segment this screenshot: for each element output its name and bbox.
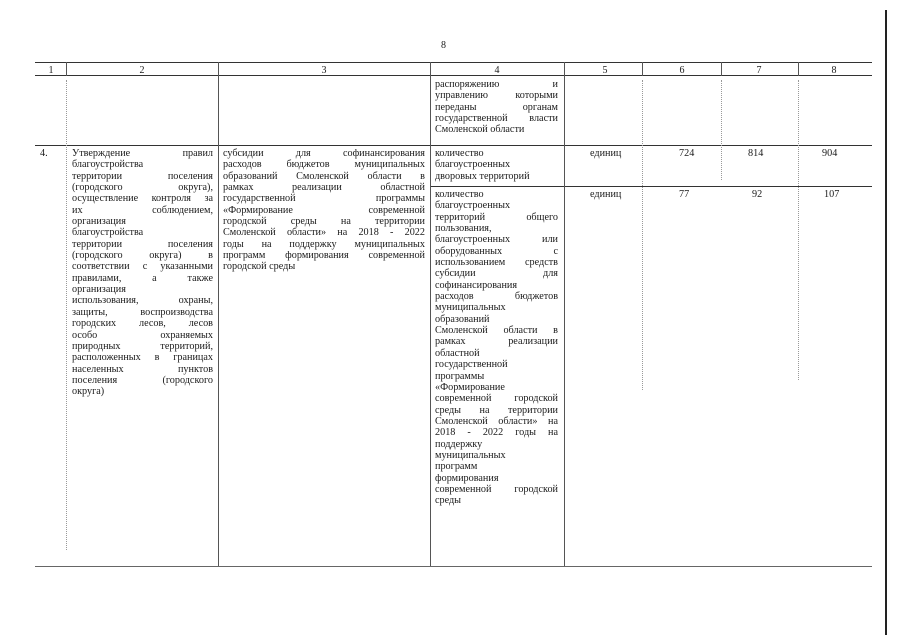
page-number: 8 xyxy=(441,40,446,51)
col-sep xyxy=(564,62,565,566)
header-col-8: 8 xyxy=(831,65,837,76)
header-col-5: 5 xyxy=(602,65,608,76)
col-sep xyxy=(430,62,431,566)
header-col-6: 6 xyxy=(679,65,685,76)
col-sep xyxy=(642,62,643,76)
header-col-7: 7 xyxy=(756,65,762,76)
col-sep xyxy=(798,62,799,76)
value-2020: 904 xyxy=(822,148,838,159)
unit-label: единиц xyxy=(590,189,622,200)
value-2018: 77 xyxy=(679,189,690,200)
header-col-3: 3 xyxy=(321,65,327,76)
row-number: 4. xyxy=(40,148,48,159)
faint-line xyxy=(798,80,799,380)
faint-line xyxy=(66,80,67,550)
col-sep xyxy=(218,62,219,566)
col-sep xyxy=(66,62,67,76)
header-col-4: 4 xyxy=(494,65,500,76)
indicator-divider xyxy=(430,186,872,187)
funding-source: субсидии для софинансирования расходов бюджетов муниципальных образований Смоленской области в рамках реализации областной государственной программы «Формирование современной городской среды на территории Смоленской области» на 2018 - 2022 годы на поддержку муниципальных программ формирования современной городской среды xyxy=(223,148,425,273)
row-divider xyxy=(35,145,872,146)
header-col-2: 2 xyxy=(139,65,145,76)
power-description: Утверждение правил благоустройства территории поселения (городского округа), осуществление контроля за их соблюдением, организация благоустройства территории поселения (городского округа) в соответствии с указанными правилами, а также организация использования, охраны, защиты, воспроизводства городских лесов, лесов особо охраняемых природных территорий, расположенных в границах населенных пунктов поселения (городского округа) xyxy=(72,148,213,398)
value-2019: 814 xyxy=(748,148,764,159)
faint-line xyxy=(721,80,722,180)
value-2020: 107 xyxy=(824,189,840,200)
page-edge xyxy=(885,10,887,635)
unit-label: единиц xyxy=(590,148,622,159)
indicator-text: количество благоустроенных дворовых территорий xyxy=(435,148,530,182)
indicator-text: количество благоустроенных территорий общего пользования, благоустроенных или оборудованных с использованием средств субсидии для софинансирования расходов бюджетов муниципальных образований Смоленской области в рамках реализации областной государственной программы «Формирование современной городской среды на территории Смоленской области» на 2018 - 2022 годы на поддержку муниципальных программ формирования современной городской среды xyxy=(435,189,558,507)
faint-line xyxy=(642,80,643,390)
table-bottom-border xyxy=(35,566,872,567)
value-2019: 92 xyxy=(752,189,763,200)
col-sep xyxy=(721,62,722,76)
continuation-text: распоряжению и управлению которыми переданы органам государственной власти Смоленской области xyxy=(435,79,558,136)
header-bottom-border xyxy=(35,75,872,76)
table-top-border xyxy=(35,62,872,63)
value-2018: 724 xyxy=(679,148,695,159)
header-col-1: 1 xyxy=(48,65,54,76)
